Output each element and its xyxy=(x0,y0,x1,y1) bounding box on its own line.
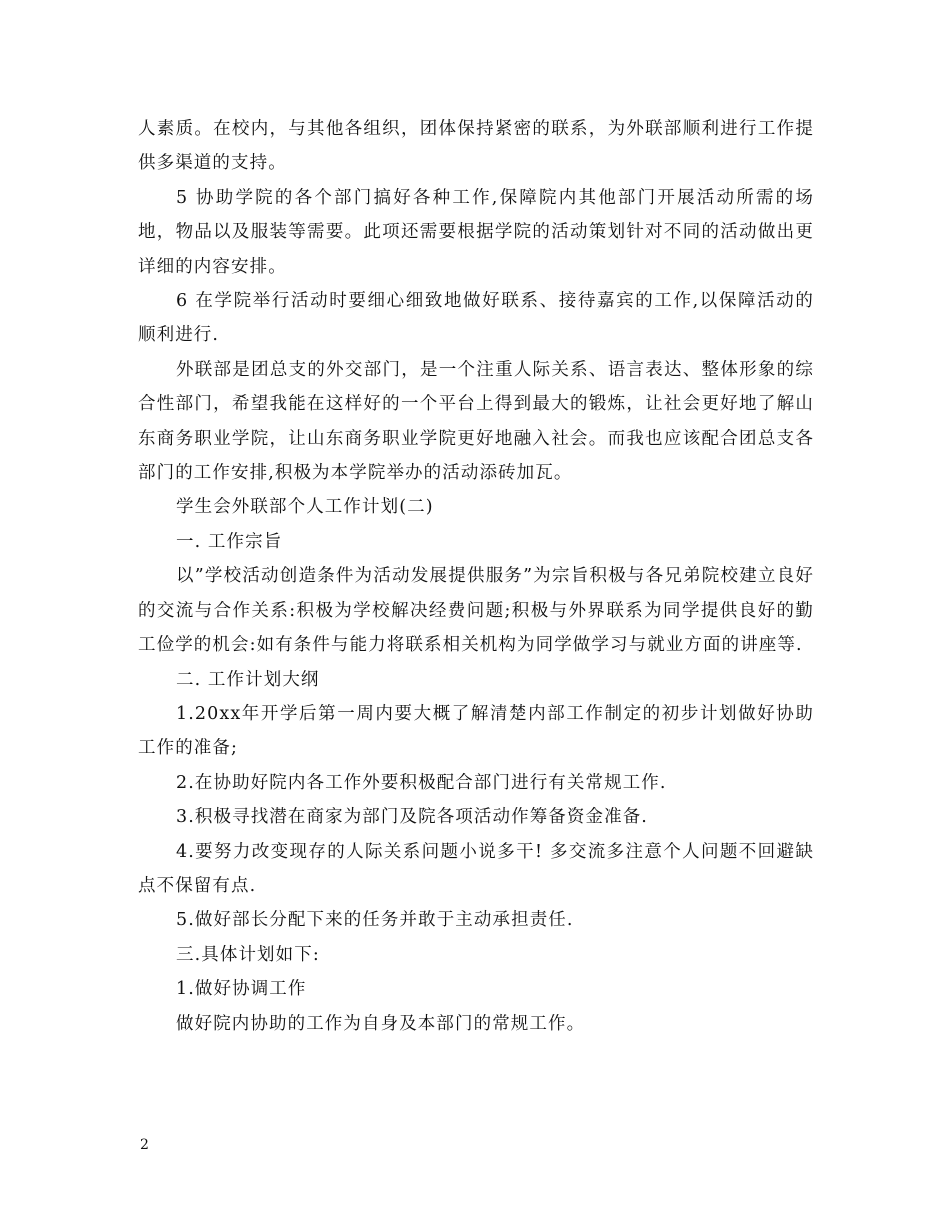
page-number: 2 xyxy=(140,1137,149,1153)
list-item: 3.积极寻找潜在商家为部门及院各项活动作筹备资金准备. xyxy=(176,807,648,828)
section-heading: 二. 工作计划大纲 xyxy=(176,669,320,690)
list-item: 1.20xx年开学后第一周内要大概了解清楚内部工作制定的初步计划做好协助工作的准备; xyxy=(138,703,814,759)
paragraph: 人素质。在校内，与其他各组织，团体保持紧密的联系，为外联部顺利进行工作提供多渠道的支持。 xyxy=(138,119,814,174)
list-item: 1.做好协调工作 xyxy=(176,979,307,1000)
list-item: 5.做好部长分配下来的任务并敢于主动承担责任. xyxy=(176,910,574,931)
paragraph: 外联部是团总支的外交部门，是一个注重人际关系、语言表达、整体形象的综合性部门，希望我能在这样好的一个平台上得到最大的锻炼，让社会更好地了解山东商务职业学院，让山东商务职业学院更好地融入社会。而我也应该配合团总支各部门的工作安排,积极为本学院举办的活动添砖加瓦。 xyxy=(138,359,814,484)
section-heading: 学生会外联部个人工作计划(二) xyxy=(176,497,434,518)
paragraph: 做好院内协助的工作为自身及本部门的常规工作。 xyxy=(176,1013,586,1034)
section-heading: 三.具体计划如下: xyxy=(176,944,320,965)
list-item: 4.要努力改变现存的人际关系问题小说多干! 多交流多注意个人问题不回避缺点不保留有点. xyxy=(138,841,814,896)
paragraph: 以”学校活动创造条件为活动发展提供服务”为宗旨积极与各兄弟院校建立良好的交流与合作关系:积极为学校解决经费问题;积极与外界联系为同学提供良好的勤工俭学的机会:如有条件与能力将联系相关机构为同学做学习与就业方面的讲座等. xyxy=(138,566,814,656)
document-body xyxy=(138,112,814,1041)
section-heading: 一. 工作宗旨 xyxy=(176,531,283,552)
paragraph: 5 协助学院的各个部门搞好各种工作,保障院内其他部门开展活动所需的场地，物品以及服装等需要。此项还需要根据学院的活动策划针对不同的活动做出更详细的内容安排。 xyxy=(138,187,814,277)
list-item: 2.在协助好院内各工作外要积极配合部门进行有关常规工作. xyxy=(176,772,667,793)
paragraph: 6 在学院举行活动时要细心细致地做好联系、接待嘉宾的工作,以保障活动的顺利进行. xyxy=(138,291,814,346)
